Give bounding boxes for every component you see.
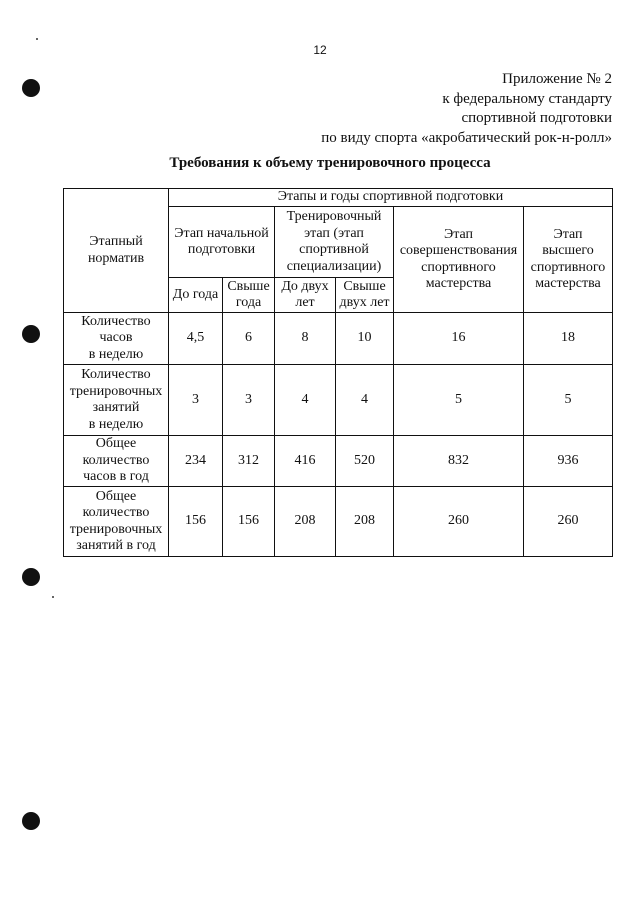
training-volume-table <box>63 188 613 557</box>
norm-header-cell: Этапный норматив <box>64 189 169 313</box>
value-cell: 260 <box>524 487 613 557</box>
value-cell: 156 <box>223 487 275 557</box>
value-cell: 8 <box>275 313 336 365</box>
scan-speck <box>52 596 54 598</box>
page-number: 12 <box>313 43 327 57</box>
value-cell: 416 <box>275 436 336 487</box>
value-cell: 832 <box>394 436 524 487</box>
sub-up-to-two-header: До двух лет <box>275 278 336 313</box>
punch-hole <box>22 325 40 343</box>
value-cell: 6 <box>223 313 275 365</box>
stage-improvement-header: Этап совершенствования спортивного мастерства <box>394 207 524 313</box>
table-row <box>64 436 613 487</box>
value-cell: 234 <box>169 436 223 487</box>
value-cell: 3 <box>169 365 223 436</box>
row-label: Количество тренировочных занятий в неделю <box>64 365 169 436</box>
annex-line: Приложение № 2 <box>502 71 612 87</box>
stages-group-header: Этапы и годы спортивной подготовки <box>169 189 613 207</box>
value-cell: 3 <box>223 365 275 436</box>
value-cell: 4 <box>275 365 336 436</box>
annex-line: спортивной подготовки <box>461 110 612 126</box>
row-label: Общее количество тренировочных занятий в год <box>64 487 169 557</box>
document-title: Требования к объему тренировочного процесса <box>169 155 491 171</box>
row-label: Общее количество часов в год <box>64 436 169 487</box>
value-cell: 5 <box>394 365 524 436</box>
value-cell: 520 <box>336 436 394 487</box>
punch-hole <box>22 568 40 586</box>
punch-hole <box>22 812 40 830</box>
value-cell: 936 <box>524 436 613 487</box>
value-cell: 5 <box>524 365 613 436</box>
table-row <box>64 365 613 436</box>
sub-over-year-header: Свыше года <box>223 278 275 313</box>
scan-speck <box>36 38 38 40</box>
annex-line: по виду спорта «акробатический рок-н-ролл» <box>321 129 612 146</box>
stage-highest-header: Этап высшего спортивного мастерства <box>524 207 613 313</box>
value-cell: 16 <box>394 313 524 365</box>
row-label: Количество часов в неделю <box>64 313 169 365</box>
annex-header <box>321 70 612 148</box>
annex-line: к федеральному стандарту <box>442 90 612 107</box>
value-cell: 18 <box>524 313 613 365</box>
sub-up-to-year-header: До года <box>169 278 223 313</box>
sub-over-two-header: Свыше двух лет <box>336 278 394 313</box>
table-row <box>64 313 613 365</box>
value-cell: 260 <box>394 487 524 557</box>
stage-training-header: Тренировочный этап (этап спортивной специализации) <box>275 207 394 278</box>
value-cell: 4 <box>336 365 394 436</box>
value-cell: 208 <box>275 487 336 557</box>
punch-hole <box>22 79 40 97</box>
value-cell: 312 <box>223 436 275 487</box>
stage-initial-header: Этап начальной подготовки <box>169 207 275 278</box>
value-cell: 4,5 <box>169 313 223 365</box>
table-row <box>64 487 613 557</box>
value-cell: 10 <box>336 313 394 365</box>
value-cell: 156 <box>169 487 223 557</box>
value-cell: 208 <box>336 487 394 557</box>
